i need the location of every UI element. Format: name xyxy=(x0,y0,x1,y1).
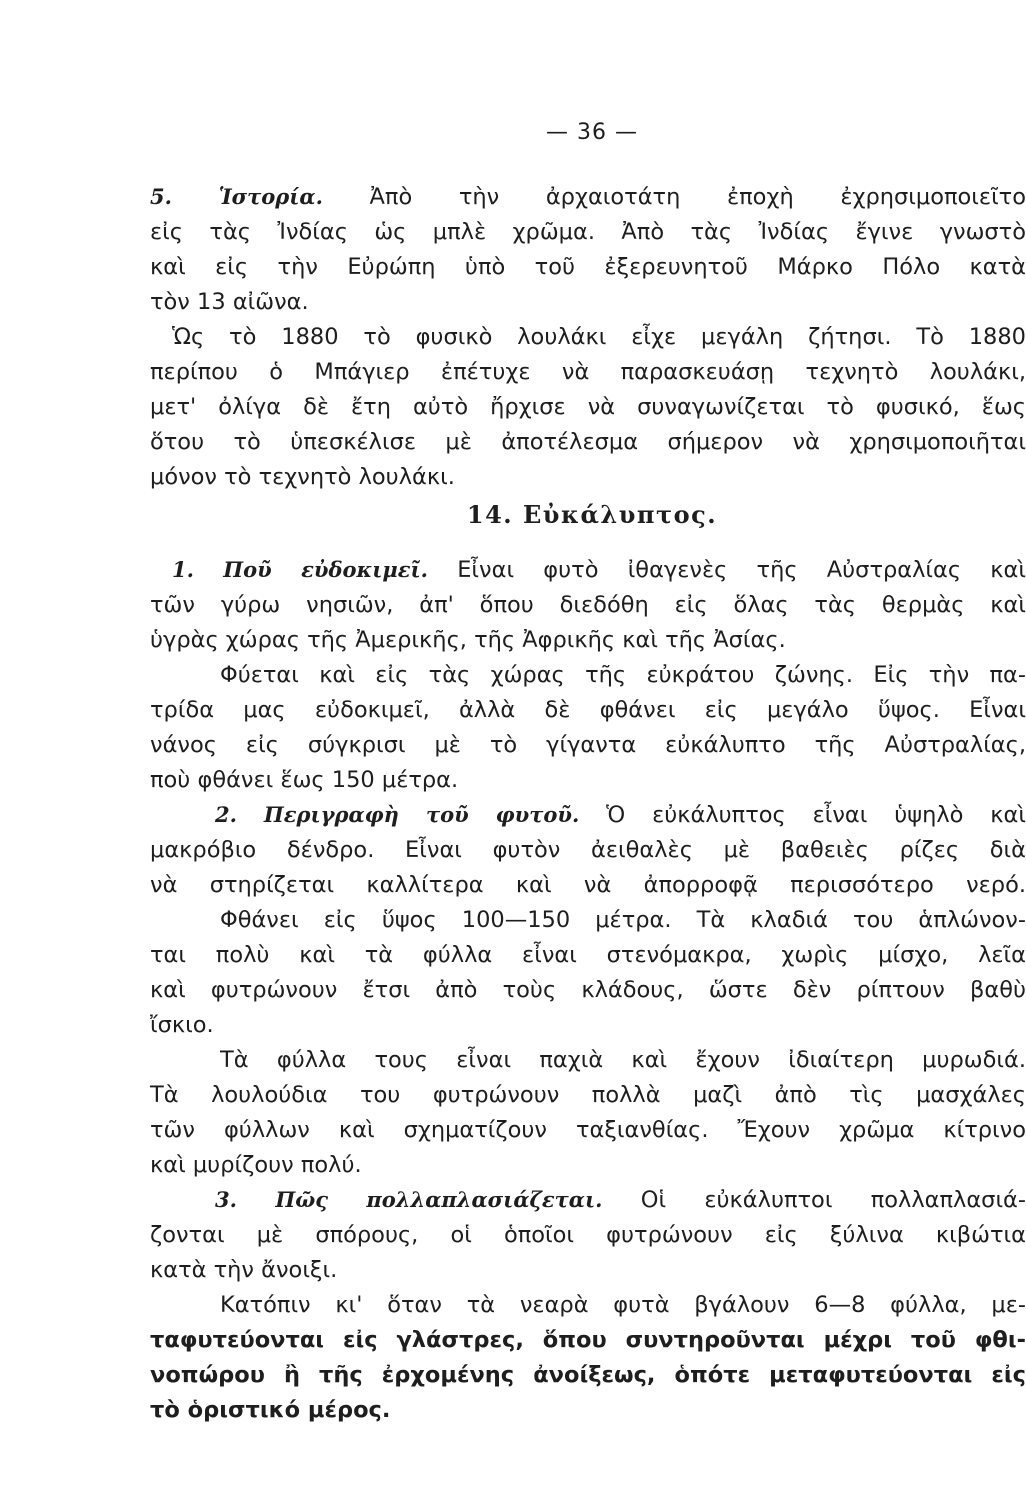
history-line: τὸν 13 αἰῶνα. xyxy=(150,289,309,315)
history-line: μόνον τὸ τεχνητὸ λουλάκι. xyxy=(150,464,455,490)
where-paragraph-line xyxy=(172,555,1026,585)
description-text: Ὁ εὐκάλυπτος εἶναι ὑψηλὸ καὶ xyxy=(606,802,1026,828)
history-line: Ὡς τὸ 1880 τὸ φυσικὸ λουλάκι εἶχε μεγάλη ζήτησι. Τὸ 1880 xyxy=(172,324,1026,350)
history-text: Ἀπὸ τὴν ἀρχαιοτάτη ἐποχὴ ἐχρησιμοποιεῖτο xyxy=(369,184,1026,210)
propagation-line: τὸ ὁριστικό μέρος. xyxy=(150,1397,391,1423)
propagation-line: νοπώρου ἢ τῆς ἐρχομένης ἀνοίξεως, ὁπότε μεταφυτεύονται εἰς xyxy=(150,1362,1026,1388)
history-line: περίπου ὁ Μπάγιερ ἐπέτυχε νὰ παρασκευάσῃ τεχνητὸ λουλάκι, xyxy=(150,359,1026,385)
propagation-line: Κατόπιν κι' ὅταν τὰ νεαρὰ φυτὰ βγάλουν 6—8 φύλλα, με- xyxy=(220,1292,1026,1318)
history-line: ὅτου τὸ ὑπεσκέλισε μὲ ἀποτέλεσμα σήμερον νὰ χρησιμοποιῆται xyxy=(150,429,1026,455)
description-line: νὰ στηρίζεται καλλίτερα καὶ νὰ ἀπορροφᾷ περισσότερο νερό. xyxy=(150,872,1026,898)
document-page xyxy=(150,0,1026,1500)
propagation-heading: 3. Πῶς πολλαπλασιάζεται. xyxy=(215,1187,603,1212)
where-line: Φύεται καὶ εἰς τὰς χώρας τῆς εὐκράτου ζώνης. Εἰς τὴν πα- xyxy=(220,662,1026,688)
where-line: τρίδα μας εὐδοκιμεῖ, ἀλλὰ δὲ φθάνει εἰς μεγάλο ὕψος. Εἶναι xyxy=(150,697,1026,723)
description-line: καὶ μυρίζουν πολύ. xyxy=(150,1152,362,1178)
description-line: Φθάνει εἰς ὕψος 100—150 μέτρα. Τὰ κλαδιά του ἁπλώνον- xyxy=(220,907,1026,933)
where-line: ὑγρὰς χώρας τῆς Ἀμερικῆς, τῆς Ἀφρικῆς καὶ τῆς Ἀσίας. xyxy=(150,627,786,653)
description-line: ἴσκιο. xyxy=(150,1012,214,1038)
description-line: καὶ φυτρώνουν ἔτσι ἀπὸ τοὺς κλάδους, ὥστε δὲν ρίπτουν βαθὺ xyxy=(150,977,1026,1003)
history-line: εἰς τὰς Ἰνδίας ὡς μπλὲ χρῶμα. Ἀπὸ τὰς Ἰνδίας ἔγινε γνωστὸ xyxy=(150,219,1026,245)
chapter-heading: 14. Εὐκάλυπτος. xyxy=(466,500,718,529)
propagation-line: ταφυτεύονται εἰς γλάστρες, ὅπου συντηροῦνται μέχρι τοῦ φθι- xyxy=(150,1327,1026,1353)
where-heading: 1. Ποῦ εὐδοκιμεῖ. xyxy=(172,557,428,582)
propagation-text: Οἱ εὐκάλυπτοι πολλαπλασιά- xyxy=(640,1187,1026,1213)
propagation-line: κατὰ τὴν ἄνοιξι. xyxy=(150,1257,338,1283)
where-line: τῶν γύρω νησιῶν, ἀπ' ὅπου διεδόθη εἰς ὅλας τὰς θερμὰς καὶ xyxy=(150,592,1026,618)
history-paragraph-line xyxy=(150,182,1026,212)
where-text: Εἶναι φυτὸ ἰθαγενὲς τῆς Αὐστραλίας καὶ xyxy=(457,557,1026,583)
where-line: ποὺ φθάνει ἕως 150 μέτρα. xyxy=(150,767,459,793)
description-line: τῶν φύλλων καὶ σχηματίζουν ταξιανθίας. Ἔχουν χρῶμα κίτρινο xyxy=(150,1117,1026,1143)
history-line: μετ' ὀλίγα δὲ ἔτη αὐτὸ ἤρχισε νὰ συναγωνίζεται τὸ φυσικό, ἕως xyxy=(150,394,1026,420)
history-heading: 5. Ἱστορία. xyxy=(150,184,323,209)
description-line: ται πολὺ καὶ τὰ φύλλα εἶναι στενόμακρα, χωρὶς μίσχο, λεῖα xyxy=(150,942,1026,968)
description-line: μακρόβιο δένδρο. Εἶναι φυτὸν ἀειθαλὲς μὲ βαθειὲς ρίζες διὰ xyxy=(150,837,1026,863)
description-heading: 2. Περιγραφὴ τοῦ φυτοῦ. xyxy=(215,802,580,827)
description-paragraph-line xyxy=(215,800,1026,830)
history-line: καὶ εἰς τὴν Εὐρώπη ὑπὸ τοῦ ἐξερευνητοῦ Μάρκο Πόλο κατὰ xyxy=(150,254,1026,280)
page-number: — 36 — xyxy=(546,120,638,145)
propagation-line: ζονται μὲ σπόρους, οἱ ὁποῖοι φυτρώνουν εἰς ξύλινα κιβώτια xyxy=(150,1222,1026,1248)
description-line: Τὰ φύλλα τους εἶναι παχιὰ καὶ ἔχουν ἰδιαίτερη μυρωδιά. xyxy=(220,1047,1026,1073)
propagation-paragraph-line xyxy=(215,1185,1026,1215)
description-line: Τὰ λουλούδια του φυτρώνουν πολλὰ μαζὶ ἀπὸ τὶς μασχάλες xyxy=(150,1082,1026,1108)
where-line: νάνος εἰς σύγκρισι μὲ τὸ γίγαντα εὐκάλυπτο τῆς Αὐστραλίας, xyxy=(150,732,1026,758)
